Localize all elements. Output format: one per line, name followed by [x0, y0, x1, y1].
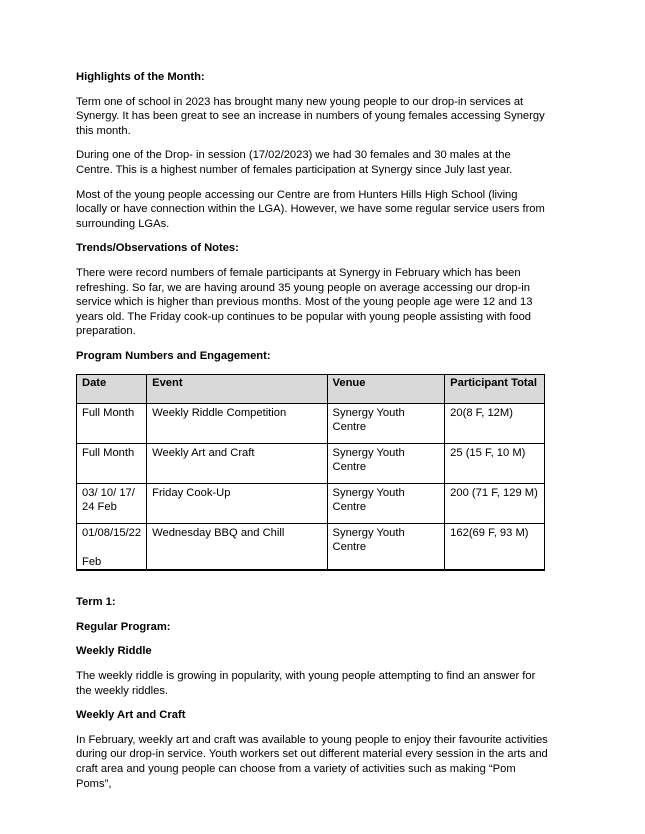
column-header-event: Event [147, 374, 327, 403]
table-row [77, 483, 545, 523]
cell-date: 03/ 10/ 17/ 24 Feb [77, 483, 147, 523]
trends-paragraph: There were record numbers of female participants at Synergy in February which has been refreshing. So far, we are having around 35 young people on average accessing our drop-in service which is higher than previous months. Most of the young people age were 12 and 13 years old. The Friday cook-up continues to be popular with young people assisting with food preparation. [76, 266, 533, 338]
weekly-art-heading: Weekly Art and Craft [76, 709, 186, 722]
cell-venue: Synergy Youth Centre [327, 403, 445, 443]
cell-venue: Synergy Youth Centre [327, 523, 445, 570]
table-header-row [77, 374, 545, 403]
cell-event: Weekly Art and Craft [147, 443, 327, 483]
table-row [77, 443, 545, 483]
regular-program-heading: Regular Program: [76, 620, 171, 633]
weekly-riddle-heading: Weekly Riddle [76, 645, 152, 658]
column-header-venue: Venue [327, 374, 445, 403]
weekly-art-paragraph: In February, weekly art and craft was available to young people to enjoy their favourite activities during our drop-in service. Youth workers set out different material every session in the arts and craft area and young people can choose from a variety of activities such as making “Pom Poms”, [76, 733, 548, 790]
highlights-paragraph-3: Most of the young people accessing our Centre are from Hunters Hills High School (living locally or have connection within the LGA). However, we have some regular service users from surrounding LGAs. [76, 188, 545, 230]
highlights-heading: Highlights of the Month: [76, 71, 205, 83]
table-row [77, 403, 545, 443]
cell-event: Weekly Riddle Competition [147, 403, 327, 443]
cell-date: Full Month [77, 403, 147, 443]
program-table [76, 374, 545, 572]
cell-total: 20(8 F, 12M) [445, 403, 545, 443]
program-heading: Program Numbers and Engagement: [76, 349, 271, 362]
cell-venue: Synergy Youth Centre [327, 483, 445, 523]
cell-event: Wednesday BBQ and Chill [147, 523, 327, 570]
table-row [77, 523, 545, 570]
cell-total: 162(69 F, 93 M) [445, 523, 545, 570]
term-heading: Term 1: [76, 596, 116, 609]
weekly-riddle-paragraph: The weekly riddle is growing in popularity, with young people attempting to find an answer for the weekly riddles. [76, 670, 536, 697]
cell-total: 25 (15 F, 10 M) [445, 443, 545, 483]
column-header-date: Date [77, 374, 147, 403]
cell-event: Friday Cook-Up [147, 483, 327, 523]
highlights-paragraph-2: During one of the Drop- in session (17/02/2023) we had 30 females and 30 males at the Centre. This is a highest number of females participation at Synergy since July last year. [76, 149, 513, 176]
cell-total: 200 (71 F, 129 M) [445, 483, 545, 523]
cell-venue: Synergy Youth Centre [327, 443, 445, 483]
cell-date: 01/08/15/22 Feb [77, 523, 147, 570]
column-header-participant-total: Participant Total [445, 374, 545, 403]
cell-date: Full Month [77, 443, 147, 483]
highlights-paragraph-1: Term one of school in 2023 has brought many new young people to our drop-in services at Synergy. It has been great to see an increase in numbers of young females accessing Synergy this month. [76, 95, 545, 137]
trends-heading: Trends/Observations of Notes: [76, 242, 239, 255]
document-page [76, 70, 548, 801]
